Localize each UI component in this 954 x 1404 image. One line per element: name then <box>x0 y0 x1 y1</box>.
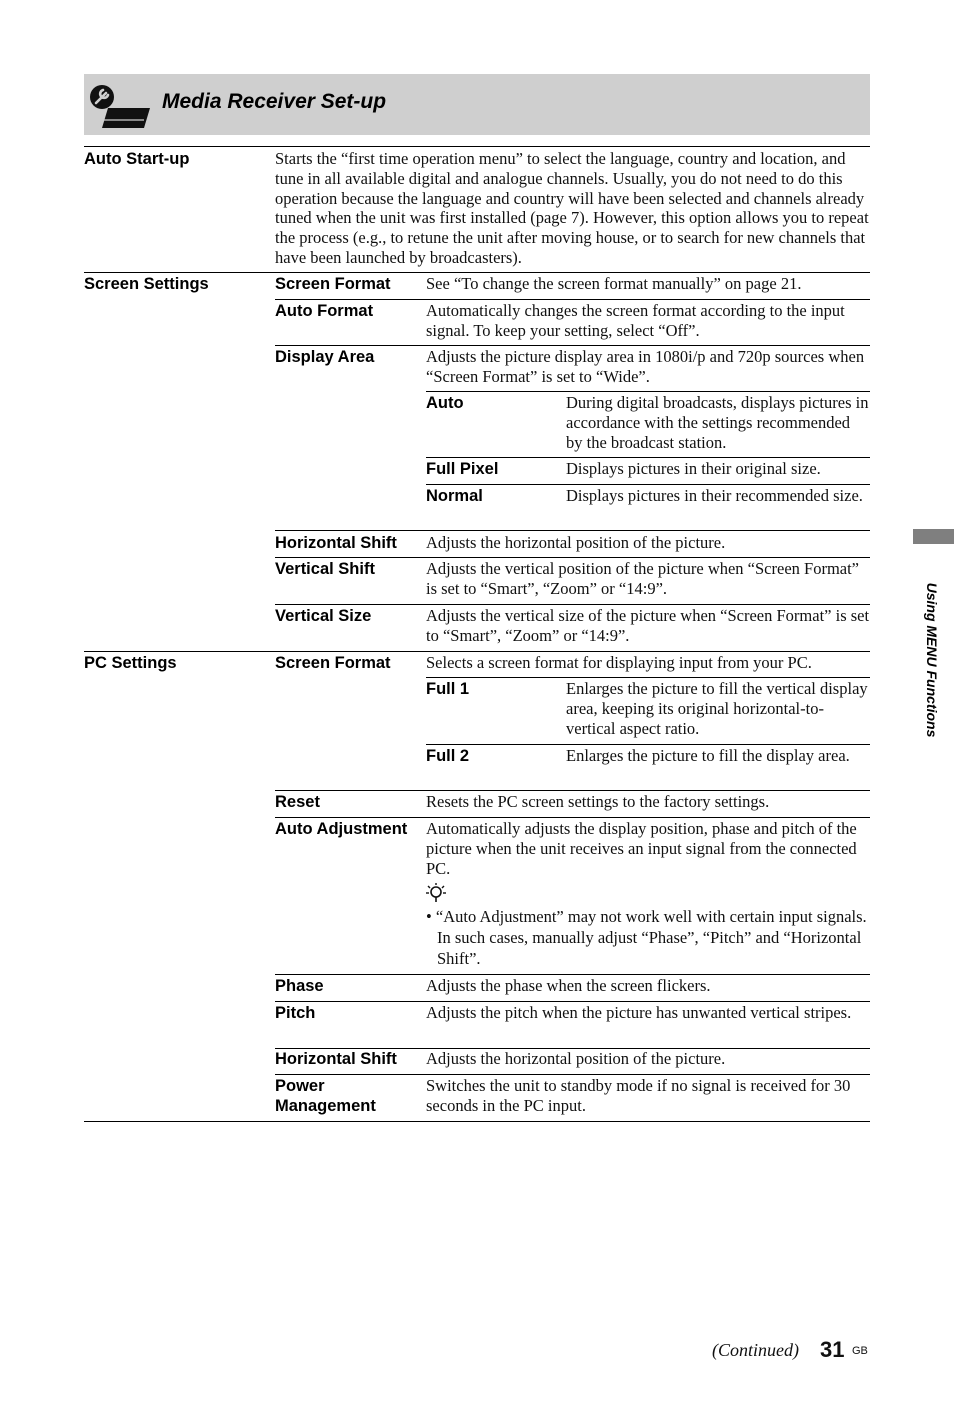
divider <box>426 457 870 458</box>
option-label-full2: Full 2 <box>426 747 470 765</box>
option-label-full1: Full 1 <box>426 680 470 698</box>
divider <box>84 651 870 652</box>
row-text-phase: Adjusts the phase when the screen flickers. <box>426 976 711 995</box>
option-label-normal: Normal <box>426 487 483 505</box>
option-label-full-pixel: Full Pixel <box>426 460 499 478</box>
row-text-auto-adjustment: Automatically adjusts the display position, phase and pitch of the picture when the unit receives an input signal from the connected PC. <box>426 819 857 878</box>
row-text-power-management: Switches the unit to standby mode if no signal is received for 30 seconds in the PC input. <box>426 1076 851 1115</box>
divider <box>84 272 870 273</box>
section-header <box>84 74 870 135</box>
option-text-normal: Displays pictures in their recommended size. <box>566 486 863 505</box>
divider <box>275 817 870 818</box>
divider <box>275 1001 870 1002</box>
chapter-tab-marker <box>913 529 954 544</box>
divider <box>275 1074 870 1075</box>
row-label-power-management: Power Management <box>275 1077 376 1115</box>
row-text-display-area: Adjusts the picture display area in 1080i/p and 720p sources when “Screen Format” is set to “Wide”. <box>426 347 865 386</box>
row-label-display-area: Display Area <box>275 348 375 366</box>
row-label-vertical-shift: Vertical Shift <box>275 560 375 578</box>
option-label-auto: Auto <box>426 394 464 412</box>
row-label-auto-adjustment: Auto Adjustment <box>275 820 408 838</box>
divider <box>275 345 870 346</box>
row-text-horizontal-shift: Adjusts the horizontal position of the picture. <box>426 533 726 552</box>
row-text-vertical-size: Adjusts the vertical size of the picture when “Screen Format” is set to “Smart”, “Zoom” or “14:9”. <box>426 606 870 645</box>
wrench-receiver-icon <box>88 82 152 135</box>
row-label-screen-settings: Screen Settings <box>84 275 209 293</box>
row-label-phase: Phase <box>275 977 324 995</box>
page-suffix: GB <box>852 1345 868 1357</box>
lightbulb-hint-icon <box>426 882 446 909</box>
row-text-auto-format: Automatically changes the screen format according to the input signal. To keep your setting, select “Off”. <box>426 301 845 340</box>
row-label-reset: Reset <box>275 793 320 811</box>
divider <box>426 391 870 392</box>
row-text-pc-screen-format: Selects a screen format for displaying input from your PC. <box>426 653 812 672</box>
row-label-pitch: Pitch <box>275 1004 316 1022</box>
row-text-pc-horizontal-shift: Adjusts the horizontal position of the picture. <box>426 1049 726 1068</box>
option-text-full-pixel: Displays pictures in their original size. <box>566 459 821 478</box>
divider <box>275 604 870 605</box>
continued-note: (Continued) <box>712 1340 799 1360</box>
row-text-screen-format: See “To change the screen format manually” on page 21. <box>426 274 802 293</box>
row-text-auto-startup: Starts the “first time operation menu” to select the language, country and location, and tune in all available digital and analogue channels. Usually, you do not need to do this operation because the language and country will have been selected and channels already tuned when the unit was first installed (page 7). However, this option allows you to repeat the process (e.g., to retune the unit after moving house, or to search for new channels that have been launched by broadcasters). <box>275 149 869 267</box>
page-number: 31 <box>820 1337 845 1362</box>
row-label-horizontal-shift: Horizontal Shift <box>275 534 397 552</box>
divider <box>426 677 870 678</box>
option-text-full2: Enlarges the picture to fill the display area. <box>566 746 850 765</box>
option-text-auto: During digital broadcasts, displays pictures in accordance with the settings recommended by the broadcast station. <box>566 393 869 452</box>
divider <box>426 484 870 485</box>
row-label-auto-format: Auto Format <box>275 302 374 320</box>
row-label-pc-screen-format: Screen Format <box>275 654 391 672</box>
row-label-pc-settings: PC Settings <box>84 654 177 672</box>
row-text-vertical-shift: Adjusts the vertical position of the picture when “Screen Format” is set to “Smart”, “Zoom” or “14:9”. <box>426 559 860 598</box>
divider <box>275 790 870 791</box>
row-label-vertical-size: Vertical Size <box>275 607 372 625</box>
row-text-reset: Resets the PC screen settings to the factory settings. <box>426 792 770 811</box>
divider <box>84 1121 870 1122</box>
option-text-full1: Enlarges the picture to fill the vertical display area, keeping its original horizontal-to-vertical aspect ratio. <box>566 679 868 738</box>
chapter-tab-label: Using MENU Functions <box>924 582 940 738</box>
auto-adjustment-note: • “Auto Adjustment” may not work well with certain input signals. In such cases, manually adjust “Phase”, “Pitch” and “Horizontal Shift”. <box>426 907 867 968</box>
divider <box>275 557 870 558</box>
divider <box>84 146 870 147</box>
section-title: Media Receiver Set-up <box>162 90 387 113</box>
divider <box>275 299 870 300</box>
divider <box>275 974 870 975</box>
row-label-pc-horizontal-shift: Horizontal Shift <box>275 1050 397 1068</box>
divider <box>275 530 870 531</box>
divider <box>426 744 870 745</box>
row-text-pitch: Adjusts the pitch when the picture has unwanted vertical stripes. <box>426 1003 852 1022</box>
row-label-auto-startup: Auto Start-up <box>84 150 190 168</box>
row-label-screen-format: Screen Format <box>275 275 391 293</box>
